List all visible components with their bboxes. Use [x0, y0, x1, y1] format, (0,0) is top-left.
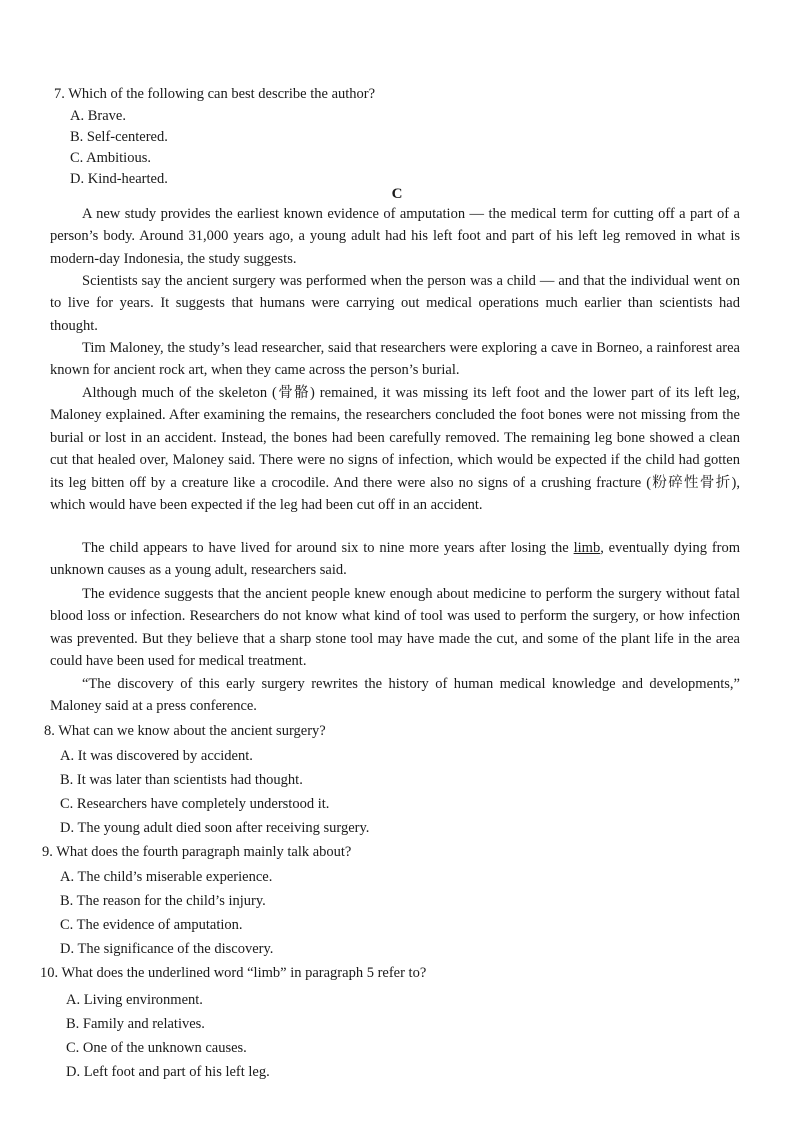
- question-8-stem: 8. What can we know about the ancient surgery?: [44, 723, 326, 739]
- paragraph-5-text-before: The child appears to have lived for around six to nine more years after losing the: [82, 540, 574, 556]
- question-10-option-c: C. One of the unknown causes.: [66, 1040, 247, 1056]
- question-10-option-d: D. Left foot and part of his left leg.: [66, 1064, 270, 1080]
- passage-paragraph-2: Scientists say the ancient surgery was performed when the person was a child — and that the individual went on to live for years. It suggests that humans were carrying out medical operations much earlier than scientists had thought.: [50, 273, 740, 334]
- question-7-stem: 7. Which of the following can best describe the author?: [54, 86, 376, 102]
- question-8-option-c: C. Researchers have completely understood it.: [60, 796, 330, 812]
- question-10-option-b: B. Family and relatives.: [66, 1016, 205, 1032]
- question-9-stem: 9. What does the fourth paragraph mainly talk about?: [42, 844, 352, 860]
- question-7-option-d: D. Kind-hearted.: [70, 171, 168, 187]
- question-7-option-a: A. Brave.: [70, 108, 126, 124]
- question-9-option-d: D. The significance of the discovery.: [60, 941, 274, 957]
- question-8-option-a: A. It was discovered by accident.: [60, 748, 253, 764]
- question-10-option-a: A. Living environment.: [66, 992, 203, 1008]
- question-9-option-a: A. The child’s miserable experience.: [60, 869, 273, 885]
- passage-paragraph-5: [50, 537, 740, 582]
- question-8-option-b: B. It was later than scientists had thought.: [60, 772, 303, 788]
- passage-paragraph-1: A new study provides the earliest known evidence of amputation — the medical term for cutting off a part of a person’s body. Around 31,000 years ago, a young adult had his left foot and part of his left leg removed in what is modern-day Indonesia, the study suggests.: [50, 206, 740, 267]
- question-7-option-c: C. Ambitious.: [70, 150, 151, 166]
- passage-paragraph-7: “The discovery of this early surgery rewrites the history of human medical knowledge and developments,” Maloney said at a press conference.: [50, 676, 740, 715]
- paragraph-5-text-after: , eventually dying from unknown causes as a young adult, researchers said.: [50, 540, 741, 579]
- section-label: C: [391, 186, 403, 202]
- passage-paragraph-3: Tim Maloney, the study’s lead researcher, said that researchers were exploring a cave in Borneo, a rainforest area known for ancient rock art, when they came across the person’s burial.: [50, 340, 740, 379]
- question-9-option-b: B. The reason for the child’s injury.: [60, 893, 266, 909]
- question-10-stem: 10. What does the underlined word “limb” in paragraph 5 refer to?: [40, 965, 427, 981]
- passage-paragraph-4: Although much of the skeleton (骨骼) remained, it was missing its left foot and the lower part of its left leg, Maloney explained. After examining the remains, the researchers concluded the foot bones were not missing from the burial or lost in an accident. Instead, the bones had been carefully removed. The remaining leg bone showed a clean cut that healed over, Maloney said. There were no signs of infection, which would be expected if the child had gotten its leg bitten off by a creature like a crocodile. And there were also no signs of a crushing fracture (粉碎性骨折), which would have been expected if the leg had been cut off in an accident.: [50, 385, 740, 514]
- passage-paragraph-6: The evidence suggests that the ancient people knew enough about medicine to perform the surgery without fatal blood loss or infection. Researchers do not know what kind of tool was used to perform the surgery, or how infection was prevented. But they believe that a sharp stone tool may have made the cut, and some of the plant life in the area could have been used for medical treatment.: [50, 586, 740, 670]
- question-9-option-c: C. The evidence of amputation.: [60, 917, 243, 933]
- underlined-word-limb: limb: [573, 540, 601, 556]
- question-7-option-b: B. Self-centered.: [70, 129, 168, 145]
- question-8-option-d: D. The young adult died soon after receiving surgery.: [60, 820, 370, 836]
